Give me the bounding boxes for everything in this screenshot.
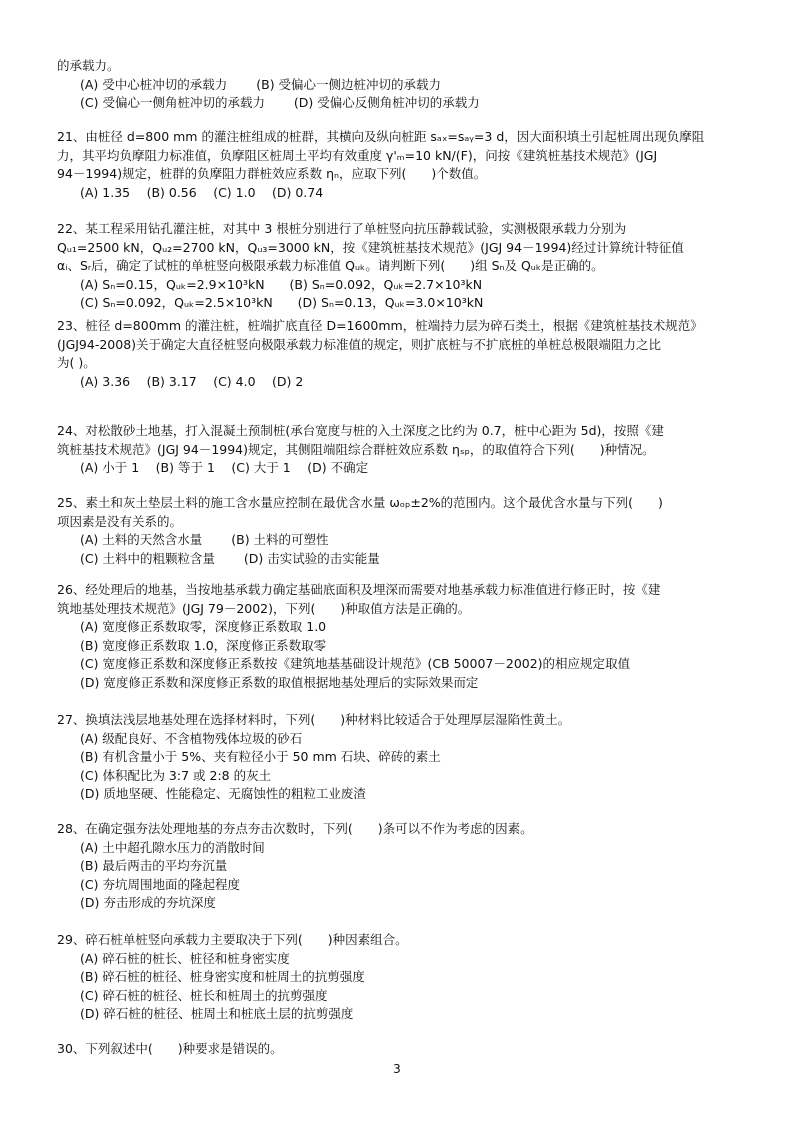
question-stem-line: αᵢ、Sᵣ后，确定了试桩的单桩竖向极限承载力标准值 Qᵤₖ。请判断下列( )组 Sₙ及 Qᵤₖ是正确的。	[57, 258, 604, 273]
answer-options-line: (D) 夯击形成的夯坑深度	[80, 895, 216, 910]
question-stem-line: Qᵤ₁=2500 kN，Qᵤ₂=2700 kN，Qᵤ₃=3000 kN，按《建筑桩基技术规范》(JGJ 94－1994)经过计算统计特征值	[57, 239, 684, 255]
answer-options-line: (B) 最后两击的平均夯沉量	[80, 858, 228, 873]
question-stem-line: 26、经处理后的地基，当按地基承载力确定基础底面积及埋深而需要对地基承载力标准值进行修正时，按《建	[57, 582, 661, 597]
question-block	[57, 220, 747, 313]
answer-options-line: (D) 碎石桩的桩径、桩周土和桩底土层的抗剪强度	[80, 1006, 354, 1021]
question-block	[57, 422, 747, 478]
question-stem-line: 筑桩基技术规范》(JGJ 94－1994)规定，其侧阻端阻综合群桩效应系数 ηₛₚ，的取值符合下列( )种情况。	[57, 441, 655, 457]
question-stem-line: 为( )。	[57, 355, 96, 370]
answer-options-line: (A) 碎石桩的桩长、桩径和桩身密实度	[80, 950, 290, 966]
question-stem-line: 27、换填法浅层地基处理在选择材料时，下列( )种材料比较适合于处理厚层湿陷性黄土。	[57, 712, 571, 727]
answer-options-line: (A) 土料的天然含水量 (B) 土料的可塑性	[80, 532, 329, 547]
answer-options-line: (C) 夯坑周围地面的隆起程度	[80, 876, 240, 892]
question-block	[57, 1040, 747, 1059]
question-stem-line: 23、桩径 d=800mm 的灌注桩，桩端扩底直径 D=1600mm，桩端持力层为碎石类土，根据《建筑桩基技术规范》	[57, 318, 703, 333]
question-stem-line: 筑地基处理技术规范》(JGJ 79－2002)，下列( )种取值方法是正确的。	[57, 600, 471, 616]
answer-options-line: (C) 土料中的粗颗粒含量 (D) 击实试验的击实能量	[80, 550, 380, 566]
answer-options-line: (D) 质地坚硬、性能稳定、无腐蚀性的粗粒工业废渣	[80, 786, 366, 801]
question-block	[57, 711, 747, 804]
answer-options-line: (A) 受中心桩冲切的承载力 (B) 受偏心一侧边桩冲切的承载力	[80, 76, 442, 92]
answer-options-line: (B) 有机含量小于 5%、夹有粒径小于 50 mm 石块、碎砖的素土	[80, 749, 441, 764]
answer-options-line: (C) 宽度修正系数和深度修正系数按《建筑地基基础设计规范》(CB 50007－2002)的相应规定取值	[80, 656, 631, 671]
answer-options-line: (C) 受偏心一侧角桩冲切的承载力 (D) 受偏心反侧角桩冲切的承载力	[80, 95, 480, 110]
answer-options-line: (A) 级配良好、不含植物残体垃圾的砂石	[80, 730, 303, 746]
page-number: 3	[393, 1062, 401, 1076]
answer-options-line: (A) Sₙ=0.15，Qᵤₖ=2.9×10³kN (B) Sₙ=0.092，Qᵤₖ=2.7×10³kN	[80, 276, 483, 292]
question-stem-line: (JGJ94-2008)关于确定大直径桩竖向极限承载力标准值的规定，则扩底桩与不扩底桩的单桩总极限端阻力之比	[57, 336, 662, 352]
question-block	[57, 581, 747, 692]
question-block	[57, 57, 747, 113]
question-block	[57, 317, 747, 391]
question-stem-line: 29、碎石桩单桩竖向承载力主要取决于下列( )种因素组合。	[57, 932, 408, 947]
answer-options-line: (A) 宽度修正系数取零，深度修正系数取 1.0	[80, 619, 327, 634]
question-stem-line: 力，其平均负摩阻力标准值，负摩阻区桩周土平均有效重度 γ'ₘ=10 kN/(F)，问按《建筑桩基技术规范》(JGJ	[57, 147, 658, 163]
question-stem-line: 28、在确定强夯法处理地基的夯点夯击次数时，下列( )条可以不作为考虑的因素。	[57, 821, 533, 836]
question-block	[57, 931, 747, 1024]
answer-options-line: (A) 1.35 (B) 0.56 (C) 1.0 (D) 0.74	[80, 184, 324, 200]
answer-options-line: (C) Sₙ=0.092，Qᵤₖ=2.5×10³kN (D) Sₙ=0.13，Qᵤₖ=3.0×10³kN	[80, 295, 484, 310]
answer-options-line: (A) 土中超孔隙水压力的消散时间	[80, 839, 265, 855]
question-stem-line: 项因素是没有关系的。	[57, 513, 183, 529]
question-stem-line: 30、下列叙述中( )种要求是错误的。	[57, 1041, 283, 1056]
answer-options-line: (B) 宽度修正系数取 1.0，深度修正系数取零	[80, 637, 327, 653]
question-stem-line: 94－1994)规定，桩群的负摩阻力群桩效应系数 ηₙ，应取下列( )个数值。	[57, 166, 487, 181]
question-block	[57, 820, 747, 913]
answer-options-line: (B) 碎石桩的桩径、桩身密实度和桩周土的抗剪强度	[80, 969, 365, 984]
question-stem-line: 21、由桩径 d=800 mm 的灌注桩组成的桩群，其横向及纵向桩距 sₐₓ=sₐᵧ=3 d，因大面积填土引起桩周出现负摩阻	[57, 129, 705, 144]
answer-options-line: (A) 3.36 (B) 3.17 (C) 4.0 (D) 2	[80, 373, 304, 389]
answer-options-line: (D) 宽度修正系数和深度修正系数的取值根据地基处理后的实际效果而定	[80, 674, 479, 690]
answer-options-line: (C) 碎石桩的桩径、桩长和桩周土的抗剪强度	[80, 987, 328, 1003]
question-block	[57, 494, 747, 568]
question-stem-line: 24、对松散砂土地基，打入混凝土预制桩(承台宽度与桩的入土深度之比约为 0.7，桩中心距为 5d)，按照《建	[57, 423, 664, 438]
question-block	[57, 128, 747, 202]
question-stem-line: 的承载力。	[57, 58, 120, 73]
answer-options-line: (A) 小于 1 (B) 等于 1 (C) 大于 1 (D) 不确定	[80, 460, 369, 475]
question-stem-line: 22、某工程采用钻孔灌注桩，对其中 3 根桩分别进行了单桩竖向抗压静载试验，实测极限承载力分别为	[57, 221, 627, 236]
answer-options-line: (C) 体积配比为 3:7 或 2:8 的灰土	[80, 767, 272, 783]
question-stem-line: 25、素土和灰土垫层土料的施工含水量应控制在最优含水量 ωₒₚ±2%的范围内。这个最优含水量与下列( )	[57, 495, 663, 510]
